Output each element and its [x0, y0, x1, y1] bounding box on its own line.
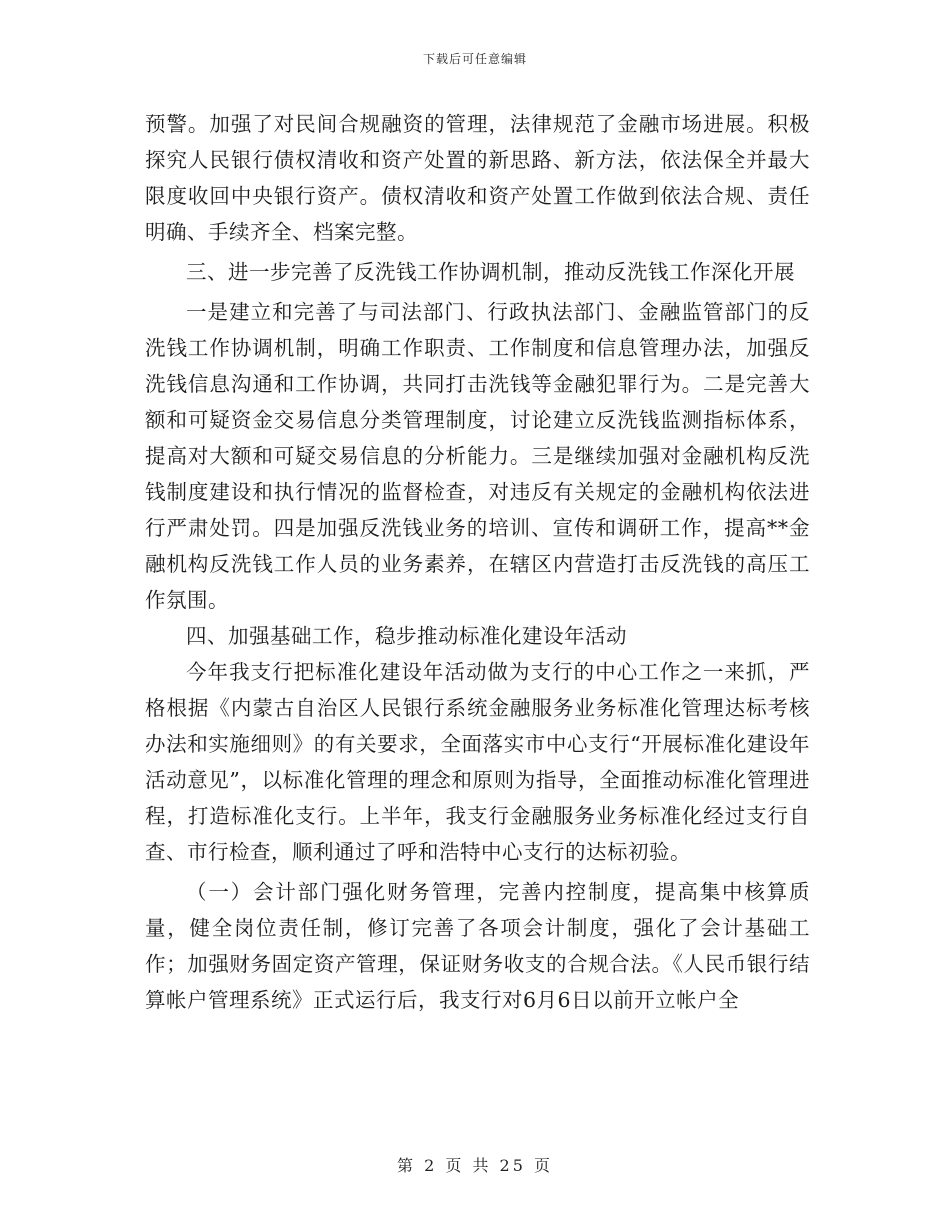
paragraph-standardization: 今年我支行把标准化建设年活动做为支行的中心工作之一来抓，严格根据《内蒙古自治区人民银行系统金融服务业务标准化管理达标考核办法和实施细则》的有关要求，全面落实市中心支行“开展标准化建设年活动意见”，以标准化管理的理念和原则为指导，全面推动标准化管理进程，打造标准化支行。上半年，我支行金融服务业务标准化经过支行自查、市行检查，顺利通过了呼和浩特中心支行的达标初验。	[145, 660, 810, 864]
paragraph-anti-money-laundering: 一是建立和完善了与司法部门、行政执法部门、金融监管部门的反洗钱工作协调机制，明确工作职责、工作制度和信息管理办法，加强反洗钱信息沟通和工作协调，共同打击洗钱等金融犯罪行为。二是完善大额和可疑资金交易信息分类管理制度，讨论建立反洗钱监测指标体系，提高对大额和可疑交易信息的分析能力。三是继续加强对金融机构反洗钱制度建设和执行情况的监督检查，对违反有关规定的金融机构依法进行严肃处罚。四是加强反洗钱业务的培训、宣传和调研工作，提高**金融机构反洗钱工作人员的业务素养，在辖区内营造打击反洗钱的高压工作氛围。	[145, 300, 810, 612]
section-heading-4: 四、加强基础工作，稳步推动标准化建设年活动	[186, 624, 627, 648]
section-heading-3: 三、进一步完善了反洗钱工作协调机制，推动反洗钱工作深化开展	[186, 260, 795, 284]
page-header-note: 下载后可任意编辑	[422, 52, 527, 66]
page-footer-number: 第 2 页 共 25 页	[397, 1156, 553, 1175]
paragraph-accounting: （一）会计部门强化财务管理，完善内控制度，提高集中核算质量，健全岗位责任制，修订完善了各项会计制度，强化了会计基础工作；加强财务固定资产管理，保证财务收支的合规合法。《人民币银行结算帐户管理系统》正式运行后，我支行对6月6日以前开立帐户全	[145, 880, 810, 1012]
paragraph-continuation: 预警。加强了对民间合规融资的管理，法律规范了金融市场进展。积极探究人民银行债权清收和资产处置的新思路、新方法，依法保全并最大限度收回中央银行资产。债权清收和资产处置工作做到依法合规、责任明确、手续齐全、档案完整。	[145, 112, 810, 244]
document-body	[145, 106, 810, 1018]
